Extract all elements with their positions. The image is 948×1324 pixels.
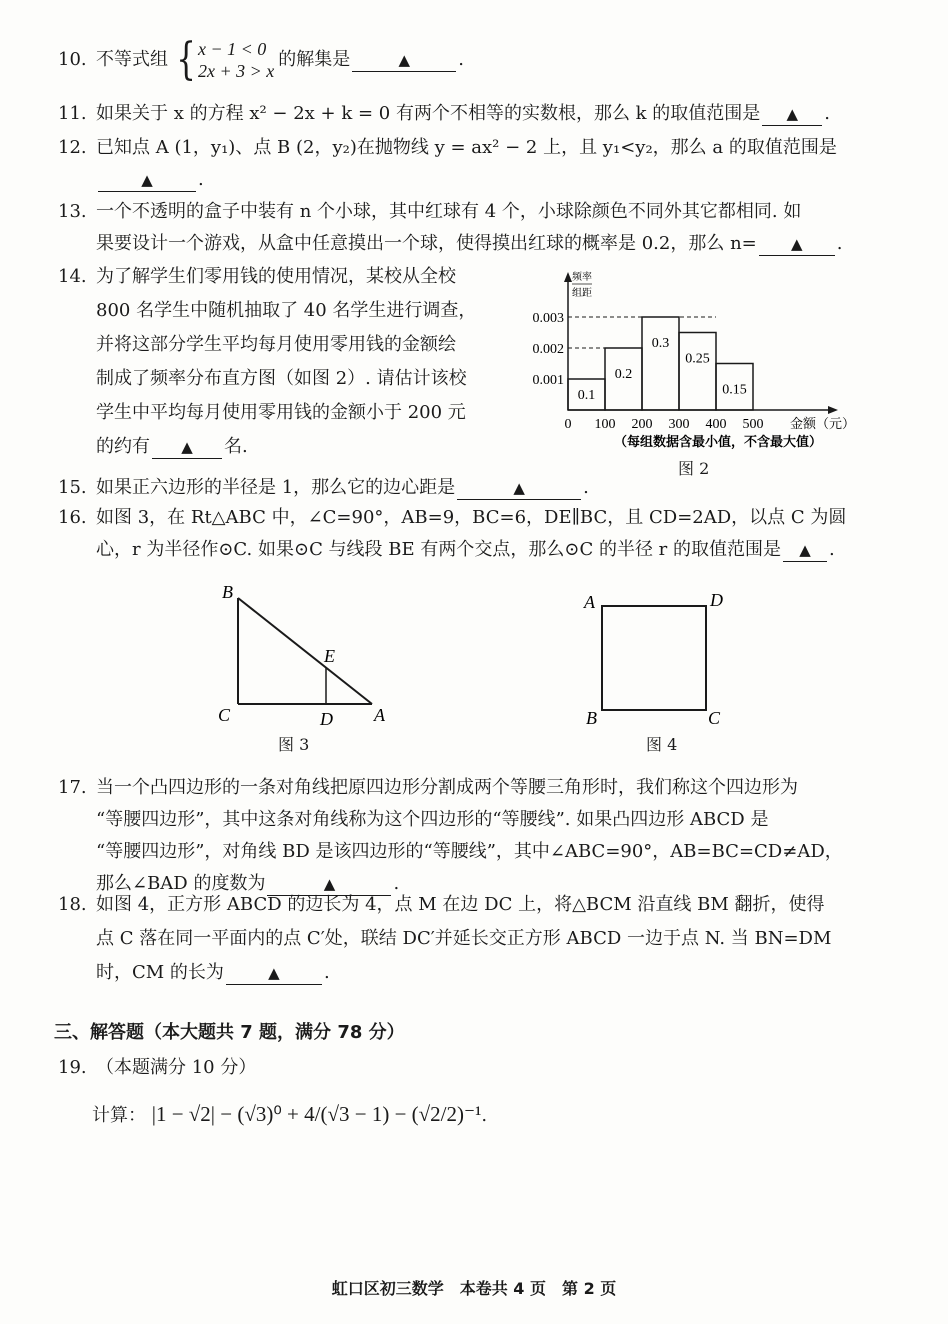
inequality-1: x − 1 < 0 (198, 39, 267, 59)
inequality-system (172, 34, 275, 85)
x-tick-label: 500 (742, 417, 764, 432)
figure-3-caption: 图 3 (278, 735, 310, 754)
answer-blank (457, 477, 581, 500)
histogram-note: （每组数据含最小值，不含最大值） (613, 434, 823, 449)
math-expression: |1 − √2| − (√3)⁰ + 4/(√3 − 1) − (√2/2)⁻¹ (151, 1102, 482, 1126)
y-tick-label: 0.002 (532, 342, 564, 357)
y-axis-label-bottom: 组距 (572, 288, 592, 299)
question-text: 如图 3，在 Rt△ABC 中，∠C=90°，AB=9，BC=6，DE∥BC，且 CD=2AD，以点 C 为圆 (96, 507, 847, 528)
x-axis-arrow-icon (828, 406, 838, 414)
x-tick-label: 100 (594, 417, 616, 432)
bar-label: 0.25 (685, 351, 710, 367)
question-text: 800 名学生中随机抽取了 40 名学生进行调查， (96, 300, 477, 321)
triangle-icon: ▲ (323, 875, 336, 893)
period: . (458, 49, 465, 70)
answer-blank (762, 103, 822, 126)
question-text: 如果正六边形的半径是 1，那么它的边心距是 (96, 477, 456, 498)
segment-BA (238, 598, 372, 704)
period: . (198, 169, 204, 190)
x-tick-label: 300 (668, 417, 690, 432)
question-10 (58, 34, 888, 85)
figure-4-caption: 图 4 (646, 735, 678, 754)
question-text: 当一个凸四边形的一条对角线把原四边形分割成两个等腰三角形时，我们称这个四边形为 (96, 777, 798, 798)
question-number: 16. (58, 507, 87, 528)
question-text: 为了解学生们零用钱的使用情况，某校从全校 (96, 266, 456, 287)
point-D-label: D (320, 709, 333, 729)
question-18 (58, 888, 888, 990)
answer-blank (759, 233, 835, 256)
question-12 (58, 132, 888, 196)
period: . (829, 539, 835, 560)
question-number: 14. (58, 266, 87, 287)
figure-2-caption: 图 2 (678, 459, 710, 478)
question-text: 不等式组 (96, 49, 168, 70)
question-text: 制成了频率分布直方图（如图 2）. 请估计该校 (96, 368, 467, 389)
point-C-label: C (218, 705, 231, 725)
question-19-expression (92, 1094, 888, 1136)
x-tick-label: 200 (631, 417, 653, 432)
question-19 (58, 1052, 888, 1084)
question-text: “等腰四边形”，其中这条对角线称为这个四边形的“等腰线”. 如果凸四边形 ABCD 是 (96, 809, 769, 830)
question-17 (58, 772, 888, 900)
triangle-icon: ▲ (141, 171, 153, 189)
square-ABCD (602, 606, 706, 710)
question-number: 17. (58, 777, 87, 798)
brace-icon: { (176, 34, 196, 85)
frequency-histogram (518, 268, 858, 458)
point-C-label: C (708, 708, 721, 728)
chart-text (533, 270, 856, 450)
question-header: （本题满分 10 分） (96, 1057, 257, 1078)
question-text: 学生中平均每月使用零用钱的金额小于 200 元 (96, 402, 466, 423)
triangle-icon: ▲ (398, 51, 411, 69)
question-text: 的约有 (96, 436, 150, 457)
point-B-label: B (586, 708, 597, 728)
answer-blank (352, 49, 456, 72)
triangle-icon: ▲ (799, 541, 811, 559)
y-axis-label-top: 频率 (572, 272, 592, 283)
triangle-icon: ▲ (513, 479, 525, 497)
question-text: 那么∠BAD 的度数为 (96, 873, 266, 894)
question-number: 12. (58, 137, 87, 158)
period: . (583, 477, 589, 498)
answer-blank (226, 962, 322, 985)
answer-blank (98, 169, 196, 192)
period: . (323, 962, 330, 983)
question-text: 并将这部分学生平均每月使用零用钱的金额绘 (96, 334, 456, 355)
question-text: “等腰四边形”，对角线 BD 是该四边形的“等腰线”，其中∠ABC=90°，AB=BC=CD≠AD， (96, 841, 843, 862)
question-text: 已知点 A (1，y₁)、点 B (2，y₂)在抛物线 y = ax² − 2 上，且 y₁<y₂，那么 a 的取值范围是 (96, 137, 837, 158)
question-text: 心，r 为半径作⊙C. 如果⊙C 与线段 BE 有两个交点，那么⊙C 的半径 r 的取值范围是 (96, 539, 781, 560)
x-axis-unit: 金额（元） (790, 416, 856, 431)
period: . (393, 873, 400, 894)
question-number: 18. (58, 894, 87, 915)
triangle-icon: ▲ (786, 105, 799, 123)
question-text: 计算： (92, 1105, 146, 1126)
bar-label: 0.2 (614, 367, 633, 382)
question-text: 名. (224, 436, 248, 457)
figure-4-square (578, 586, 738, 730)
y-tick-label: 0.003 (532, 311, 564, 326)
point-A-label: A (584, 592, 595, 612)
question-13 (58, 196, 888, 260)
triangle-icon: ▲ (181, 438, 193, 456)
answer-blank (783, 539, 827, 562)
period: . (836, 233, 843, 254)
inequality-2: 2x + 3 > x (198, 61, 275, 81)
question-number: 15. (58, 477, 87, 498)
y-axis-arrow-icon (564, 272, 572, 282)
question-text: 如果关于 x 的方程 x² − 2x + k = 0 有两个不相等的实数根，那么 k 的取值范围是 (96, 103, 761, 124)
period: . (824, 103, 831, 124)
y-tick-label: 0.001 (532, 373, 564, 388)
answer-blank (152, 436, 222, 459)
question-16 (58, 502, 888, 566)
point-D-label: D (710, 590, 723, 610)
question-number: 10. (58, 49, 87, 70)
x-tick-label: 400 (705, 417, 727, 432)
question-14 (58, 260, 518, 464)
question-15 (58, 472, 888, 504)
bar-label: 0.15 (722, 382, 747, 398)
question-text: 点 C 落在同一平面内的点 C′处，联结 DC′并延长交正方形 ABCD 一边于点 N. 当 BN=DM (96, 928, 832, 949)
x-tick-label: 0 (564, 417, 572, 432)
question-text: 的解集是 (278, 49, 351, 70)
bar-label: 0.3 (651, 336, 670, 351)
histogram-bar (642, 317, 679, 410)
question-text: 时，CM 的长为 (96, 962, 224, 983)
question-number: 19. (58, 1057, 87, 1078)
point-B-label: B (222, 582, 233, 602)
figure-3-triangle (210, 580, 400, 730)
question-text: 果要设计一个游戏，从盒中任意摸出一个球，使得摸出红球的概率是 0.2，那么 n= (96, 233, 757, 254)
bar-label: 0.1 (577, 388, 596, 403)
question-11 (58, 98, 888, 130)
question-text: 一个不透明的盒子中装有 n 个小球，其中红球有 4 个，小球除颜色不同外其它都相同. 如 (96, 201, 802, 222)
section-heading: 三、解答题（本大题共 7 题，满分 78 分） (54, 1022, 405, 1043)
question-number: 13. (58, 201, 87, 222)
page-footer: 虹口区初三数学 本卷共 4 页 第 2 页 (331, 1279, 617, 1298)
question-number: 11. (58, 103, 87, 124)
period: . (481, 1105, 488, 1126)
question-text: 如图 4，正方形 ABCD 的边长为 4，点 M 在边 DC 上，将△BCM 沿直线 BM 翻折，使得 (96, 894, 825, 915)
triangle-icon: ▲ (790, 235, 803, 253)
histogram-bar (679, 333, 716, 411)
point-E-label: E (324, 646, 335, 666)
point-A-label: A (374, 705, 385, 725)
triangle-icon: ▲ (268, 964, 280, 982)
